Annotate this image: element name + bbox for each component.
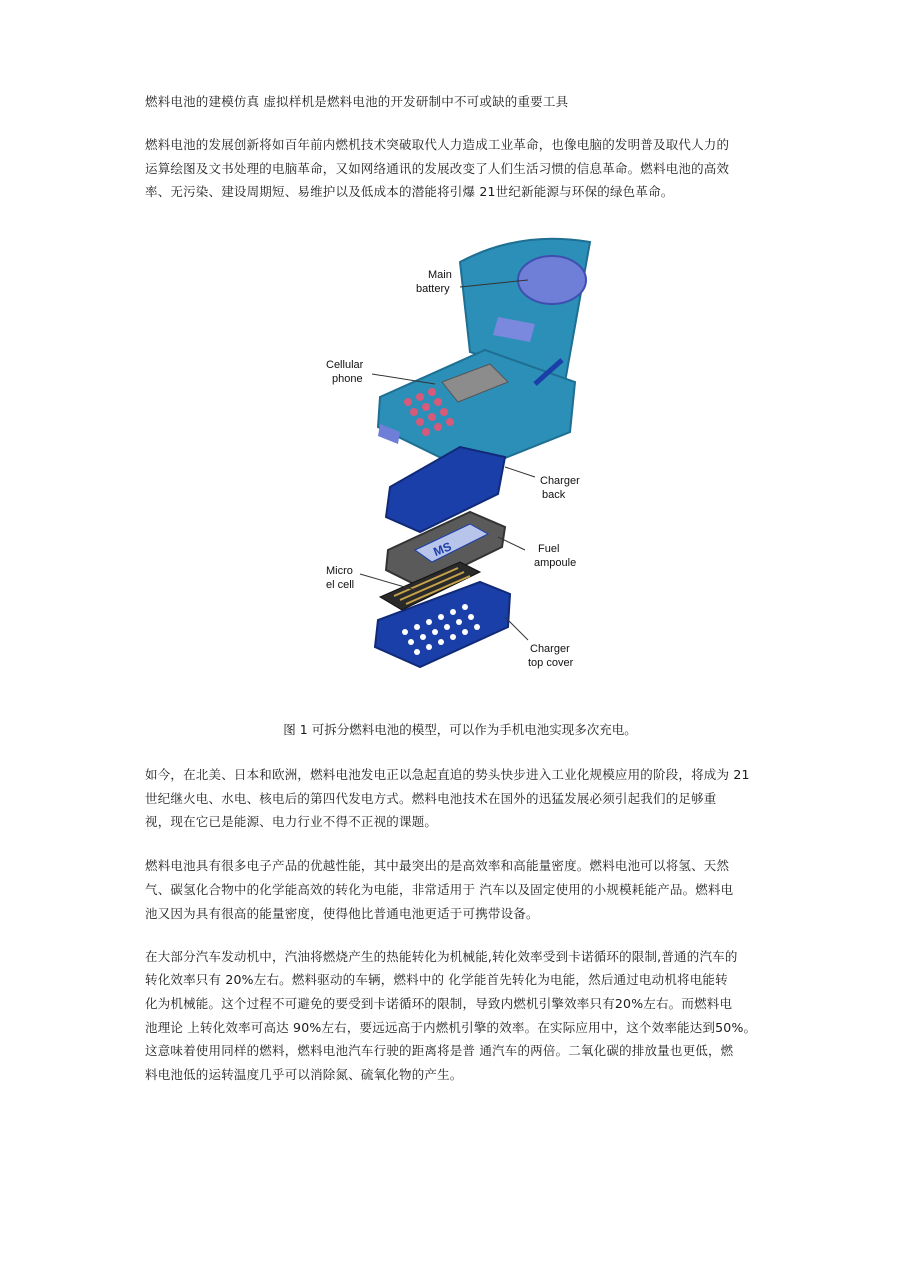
label-charger-back-2: back xyxy=(542,489,566,501)
paragraph-2-line-3: 视，现在它已是能源、电力行业不得不正视的课题。 xyxy=(145,814,438,829)
label-fuel-ampoule-2: ampoule xyxy=(534,557,577,569)
paragraph-4-line-6: 料电池低的运转温度几乎可以消除氮、硫氧化物的产生。 xyxy=(145,1067,463,1082)
label-charger-top-cover-2: top cover xyxy=(528,657,574,669)
fuel-ampoule-marking: MS xyxy=(431,539,454,560)
fuel-cell-diagram xyxy=(320,232,620,674)
document-title: 燃料电池的建模仿真 虚拟样机是燃料电池的开发研制中不可或缺的重要工具 xyxy=(145,94,569,109)
paragraph-4-line-5: 这意味着使用同样的燃料，燃料电池汽车行驶的距离将是普 通汽车的两倍。二氧化碳的排放量也更低，燃 xyxy=(145,1043,734,1058)
paragraph-1-line-2: 运算绘图及文书处理的电脑革命，又如网络通讯的发展改变了人们生活习惯的信息革命。燃料电池的高效 xyxy=(145,161,730,176)
paragraph-3-line-3: 池又因为具有很高的能量密度，使得他比普通电池更适于可携带设备。 xyxy=(145,906,539,921)
paragraph-1-line-3: 率、无污染、建设周期短、易维护以及低成本的潜能将引爆 21世纪新能源与环保的绿色革命。 xyxy=(145,184,674,199)
paragraph-3-line-1: 燃料电池具有很多电子产品的优越性能，其中最突出的是高效率和高能量密度。燃料电池可以将氢、天然 xyxy=(145,858,730,873)
label-micro-fuel-cell-1: Micro xyxy=(326,565,353,577)
paragraph-4-line-1: 在大部分汽车发动机中，汽油将燃烧产生的热能转化为机械能,转化效率受到卡诺循环的限制,普通的汽车的 xyxy=(145,949,738,964)
main-battery-shape xyxy=(518,256,586,304)
label-main-battery-2: battery xyxy=(416,283,450,295)
paragraph-1-line-1: 燃料电池的发展创新将如百年前内燃机技术突破取代人力造成工业革命，也像电脑的发明普及取代人力的 xyxy=(145,137,730,152)
label-cellular-phone-2: phone xyxy=(332,373,363,385)
label-main-battery-1: Main xyxy=(428,269,452,281)
paragraph-3-line-2: 气、碳氢化合物中的化学能高效的转化为电能，非常适用于 汽车以及固定使用的小规模耗能产品。燃料电 xyxy=(145,882,734,897)
label-charger-top-cover-1: Charger xyxy=(530,643,570,655)
paragraph-2-line-1: 如今，在北美、日本和欧洲，燃料电池发电正以急起直追的势头快步进入工业化规模应用的阶段，将成为 21 xyxy=(145,767,750,782)
label-charger-back-1: Charger xyxy=(540,475,580,487)
fuel-cell-figure xyxy=(320,232,620,674)
paragraph-2-line-2: 世纪继火电、水电、核电后的第四代发电方式。燃料电池技术在国外的迅猛发展必须引起我们的足够重 xyxy=(145,791,717,806)
paragraph-4-line-3: 化为机械能。这个过程不可避免的要受到卡诺循环的限制，导致内燃机引擎效率只有20%左右。而燃料电 xyxy=(145,996,733,1011)
paragraph-4-line-4: 池理论 上转化效率可高达 90%左右，要远远高于内燃机引擎的效率。在实际应用中，这个效率能达到50%。 xyxy=(145,1020,757,1035)
paragraph-4-line-2: 转化效率只有 20%左右。燃料驱动的车辆，燃料中的 化学能首先转化为电能，然后通过电动机将电能转 xyxy=(145,972,728,987)
figure-caption: 图 1 可拆分燃料电池的模型，可以作为手机电池实现多次充电。 xyxy=(283,722,637,737)
label-cellular-phone-1: Cellular xyxy=(326,359,364,371)
label-micro-fuel-cell-2: el cell xyxy=(326,579,355,591)
label-fuel-ampoule-1: Fuel xyxy=(538,543,560,555)
